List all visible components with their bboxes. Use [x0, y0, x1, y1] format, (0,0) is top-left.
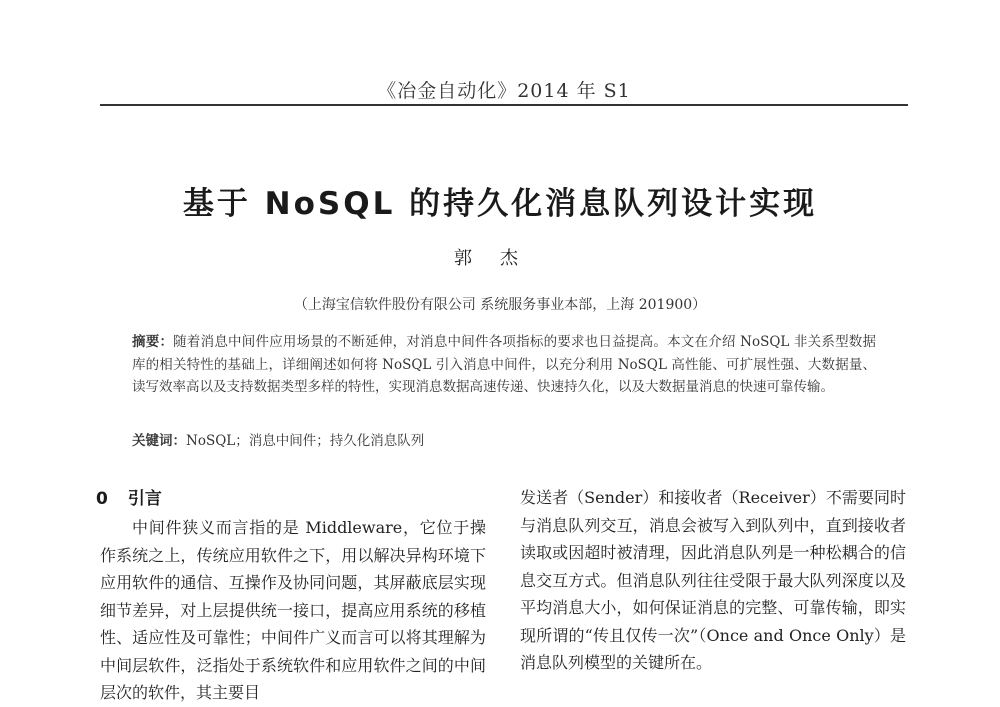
- section-title: 引言: [127, 489, 162, 509]
- section-number: 0: [96, 489, 108, 509]
- body-column-left: [100, 514, 486, 707]
- body-column-right: [520, 484, 906, 677]
- body-paragraph-right: 发送者（Sender）和接收者（Receiver）不需要同时与消息队列交互，消息会被写入到队列中，直到接收者读取或因超时被清理，因此消息队列是一种松耦合的信息交互方式。但消息队列往往受限于最大队列深度以及平均消息大小，如何保证消息的完整、可靠传输，即实现所谓的“传且仅传一次”（Once and Once Only）是消息队列模型的关键所在。: [520, 488, 906, 672]
- keywords-label: 关键词：: [132, 433, 186, 449]
- header-rule: [100, 104, 908, 106]
- abstract-text: 随着消息中间件应用场景的不断延伸，对消息中间件各项指标的要求也日益提高。本文在介绍 NoSQL 非关系型数据库的相关特性的基础上，详细阐述如何将 NoSQL 引入消息中间件，以充分利用 NoSQL 高性能、可扩展性强、大数据量、读写效率高以及支持数据类型多样的特性，实现消息数据高速传递、快速持久化，以及大数据量消息的快速可靠传输。: [132, 334, 877, 395]
- keywords-text: NoSQL；消息中间件；持久化消息队列: [186, 433, 425, 449]
- keywords: [132, 429, 876, 449]
- abstract-label: 摘要：: [132, 334, 174, 350]
- author-name: 郭杰: [454, 248, 546, 269]
- paper-title: 基于 NoSQL 的持久化消息队列设计实现: [182, 186, 818, 222]
- journal-header: 《冶金自动化》2014 年 S1: [377, 80, 631, 102]
- section-heading: [96, 484, 162, 509]
- abstract: [132, 331, 876, 399]
- affiliation: （上海宝信软件股份有限公司 系统服务事业本部，上海 201900）: [293, 297, 707, 313]
- body-paragraph-left: 中间件狭义而言指的是 Middleware，它位于操作系统之上，传统应用软件之下，用以解决异构环境下应用软件的通信、互操作及协同问题，其屏蔽底层实现细节差异，对上层提供统一接口，提高应用系统的移植性、适应性及可靠性；中间件广义而言可以将其理解为中间层软件，泛指处于系统软件和应用软件之间的中间层次的软件，其主要目: [100, 518, 486, 702]
